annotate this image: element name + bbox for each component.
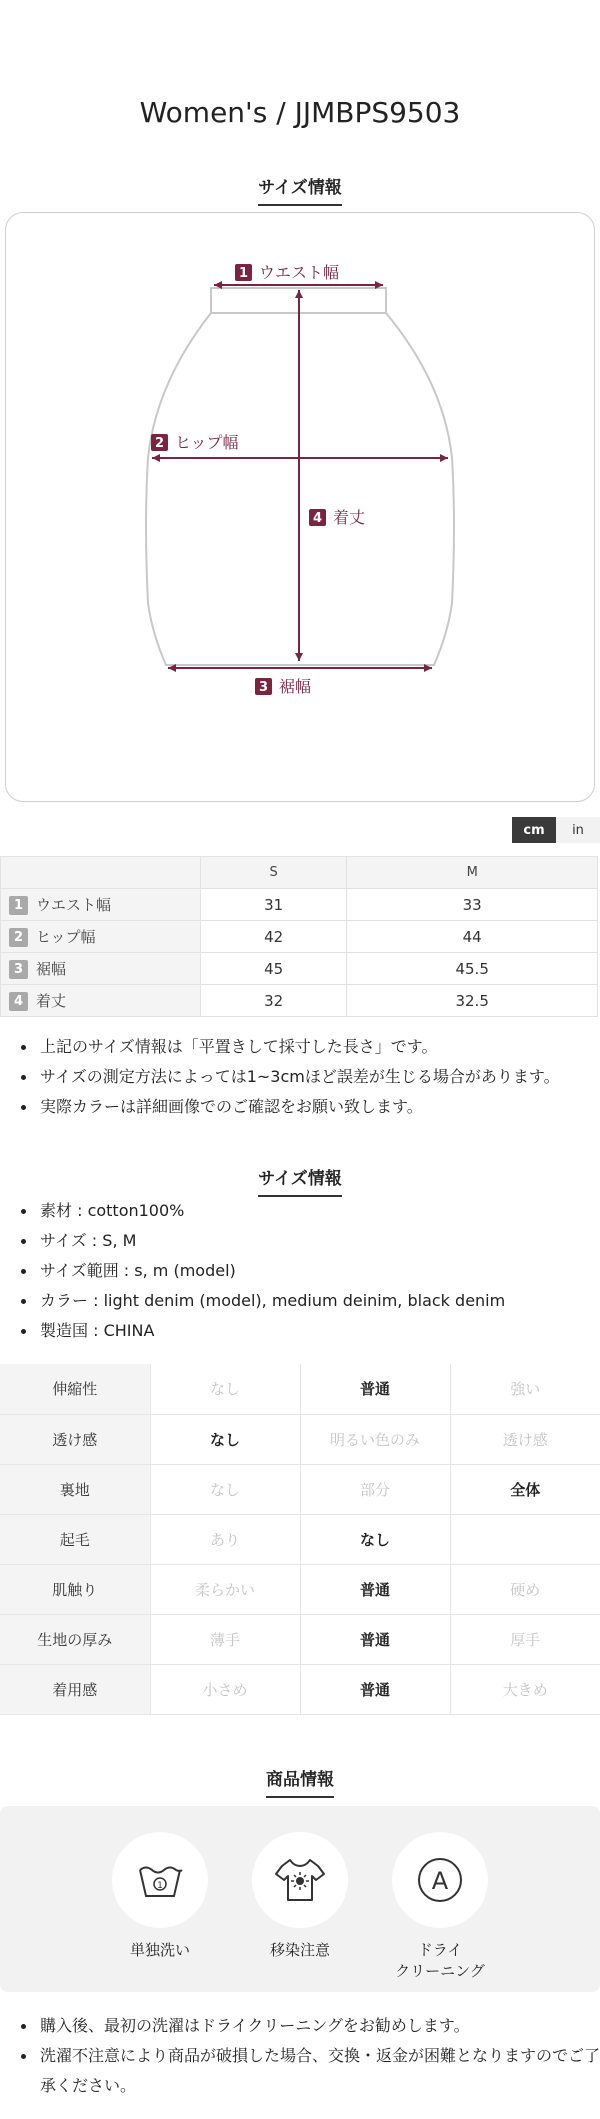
unit-toggle xyxy=(512,817,600,843)
unit-cm-button[interactable]: cm xyxy=(512,817,556,843)
care-item-dye-transfer xyxy=(230,1832,370,1961)
svg-text:裾幅: 裾幅 xyxy=(279,677,312,696)
care-item-dry-clean xyxy=(370,1832,510,1982)
unit-in-button[interactable]: in xyxy=(556,817,600,843)
svg-text:3: 3 xyxy=(258,680,269,695)
spec-heading xyxy=(0,1164,600,1197)
feature-option: 厚手 xyxy=(450,1614,600,1664)
feature-option: 大きめ xyxy=(450,1664,600,1714)
list-item: サイズ : S, M xyxy=(0,1226,600,1256)
table-cell: 33 xyxy=(347,889,598,921)
feature-option: あり xyxy=(150,1514,300,1564)
row-number-badge: 4 xyxy=(9,992,28,1011)
table-row xyxy=(1,953,598,985)
dry-clean-a-icon xyxy=(408,1848,472,1912)
skirt-size-diagram xyxy=(5,212,595,802)
feature-option: 透け感 xyxy=(450,1414,600,1464)
svg-text:4: 4 xyxy=(312,511,323,526)
care-instructions-panel xyxy=(0,1806,600,1992)
feature-row xyxy=(0,1414,600,1464)
hem-label xyxy=(255,677,311,696)
care-icon-circle xyxy=(252,1832,348,1928)
feature-option: 普通 xyxy=(300,1564,450,1614)
row-label-text: 着丈 xyxy=(36,992,67,1010)
row-number-badge: 2 xyxy=(9,928,28,947)
feature-option: なし xyxy=(150,1364,300,1414)
list-item: 上記のサイズ情報は「平置きして採寸した長さ」です。 xyxy=(0,1032,600,1062)
feature-option: 硬め xyxy=(450,1564,600,1614)
table-cell: 32 xyxy=(201,985,347,1017)
list-item: カラー : light denim (model), medium deinim, black denim xyxy=(0,1286,600,1316)
feature-option: なし xyxy=(150,1414,300,1464)
table-cell: 32.5 xyxy=(347,985,598,1017)
feature-row xyxy=(0,1514,600,1564)
svg-text:着丈: 着丈 xyxy=(333,508,366,527)
feature-option: 普通 xyxy=(300,1614,450,1664)
feature-option: 全体 xyxy=(450,1464,600,1514)
size-info-heading xyxy=(0,173,600,206)
hip-label xyxy=(151,433,239,452)
care-icon-circle xyxy=(112,1832,208,1928)
table-cell: 31 xyxy=(201,889,347,921)
feature-option: なし xyxy=(150,1464,300,1514)
table-cell: 44 xyxy=(347,921,598,953)
feature-label: 裏地 xyxy=(0,1464,150,1514)
feature-label: 伸縮性 xyxy=(0,1364,150,1414)
skirt-diagram-svg xyxy=(6,213,596,803)
row-label xyxy=(1,953,201,985)
feature-label: 肌触り xyxy=(0,1564,150,1614)
feature-option: 普通 xyxy=(300,1364,450,1414)
care-notes-list xyxy=(0,2011,600,2101)
list-item: 製造国 : CHINA xyxy=(0,1316,600,1346)
feature-option: 部分 xyxy=(300,1464,450,1514)
feature-row xyxy=(0,1364,600,1414)
care-item-label: 移染注意 xyxy=(269,1941,330,1959)
care-item-label: 単独洗い xyxy=(129,1941,190,1959)
list-item: 実際カラーは詳細画像でのご確認をお願い致します。 xyxy=(0,1092,600,1122)
svg-text:A: A xyxy=(431,1867,449,1895)
waist-label xyxy=(235,263,339,282)
feature-row xyxy=(0,1664,600,1714)
table-cell: 45.5 xyxy=(347,953,598,985)
svg-text:1: 1 xyxy=(157,1881,163,1891)
row-number-badge: 1 xyxy=(9,896,28,915)
table-row xyxy=(1,889,598,921)
feature-label: 着用感 xyxy=(0,1664,150,1714)
table-row xyxy=(1,921,598,953)
feature-option: 小さめ xyxy=(150,1664,300,1714)
feature-row xyxy=(0,1464,600,1514)
row-number-badge: 3 xyxy=(9,960,28,979)
list-item: 素材 : cotton100% xyxy=(0,1196,600,1226)
feature-label: 生地の厚み xyxy=(0,1614,150,1664)
feature-row xyxy=(0,1564,600,1614)
product-info-heading xyxy=(0,1765,600,1798)
list-item: サイズの測定方法によっては1~3cmほど誤差が生じる場合があります。 xyxy=(0,1062,600,1092)
svg-text:ウエスト幅: ウエスト幅 xyxy=(259,263,340,282)
row-label-text: 裾幅 xyxy=(36,960,67,978)
svg-text:2: 2 xyxy=(154,436,165,451)
row-label xyxy=(1,985,201,1017)
size-table-header xyxy=(1,857,598,889)
feature-option: 強い xyxy=(450,1364,600,1414)
length-label xyxy=(309,508,365,527)
feature-label: 透け感 xyxy=(0,1414,150,1464)
size-column-s: S xyxy=(201,857,347,889)
row-label-text: ヒップ幅 xyxy=(36,928,96,946)
feature-option: 明るい色のみ xyxy=(300,1414,450,1464)
feature-option: 柔らかい xyxy=(150,1564,300,1614)
row-label xyxy=(1,889,201,921)
feature-option xyxy=(450,1514,600,1564)
page-title: Women's / JJMBPS9503 xyxy=(139,96,461,129)
care-item-wash-alone xyxy=(90,1832,230,1961)
spec-heading-text: サイズ情報 xyxy=(258,1164,342,1197)
hand-wash-tub-icon xyxy=(128,1848,192,1912)
list-item: 購入後、最初の洗濯はドライクリーニングをお勧めします。 xyxy=(0,2011,600,2041)
size-table-corner xyxy=(1,857,201,889)
table-row xyxy=(1,985,598,1017)
fabric-feature-table xyxy=(0,1364,600,1715)
list-item: サイズ範囲 : s, m (model) xyxy=(0,1256,600,1286)
feature-label: 起毛 xyxy=(0,1514,150,1564)
size-table xyxy=(0,856,598,1017)
size-notes-list xyxy=(0,1032,600,1122)
svg-text:1: 1 xyxy=(238,266,249,281)
list-item: 洗濯不注意により商品が破損した場合、交換・返金が困難となりますのでご了承ください。 xyxy=(0,2041,600,2101)
row-label xyxy=(1,921,201,953)
row-label-text: ウエスト幅 xyxy=(36,896,112,914)
care-icon-circle xyxy=(392,1832,488,1928)
size-column-m: M xyxy=(347,857,598,889)
care-item-label: ドライ クリーニング xyxy=(395,1941,485,1980)
feature-row xyxy=(0,1614,600,1664)
svg-text:ヒップ幅: ヒップ幅 xyxy=(175,433,239,452)
product-info-heading-text: 商品情報 xyxy=(266,1765,334,1798)
spec-list xyxy=(0,1196,600,1346)
table-cell: 42 xyxy=(201,921,347,953)
feature-option: なし xyxy=(300,1514,450,1564)
table-cell: 45 xyxy=(201,953,347,985)
feature-option: 普通 xyxy=(300,1664,450,1714)
feature-option: 薄手 xyxy=(150,1614,300,1664)
size-info-heading-text: サイズ情報 xyxy=(258,173,342,206)
tshirt-dye-transfer-icon xyxy=(268,1848,332,1912)
